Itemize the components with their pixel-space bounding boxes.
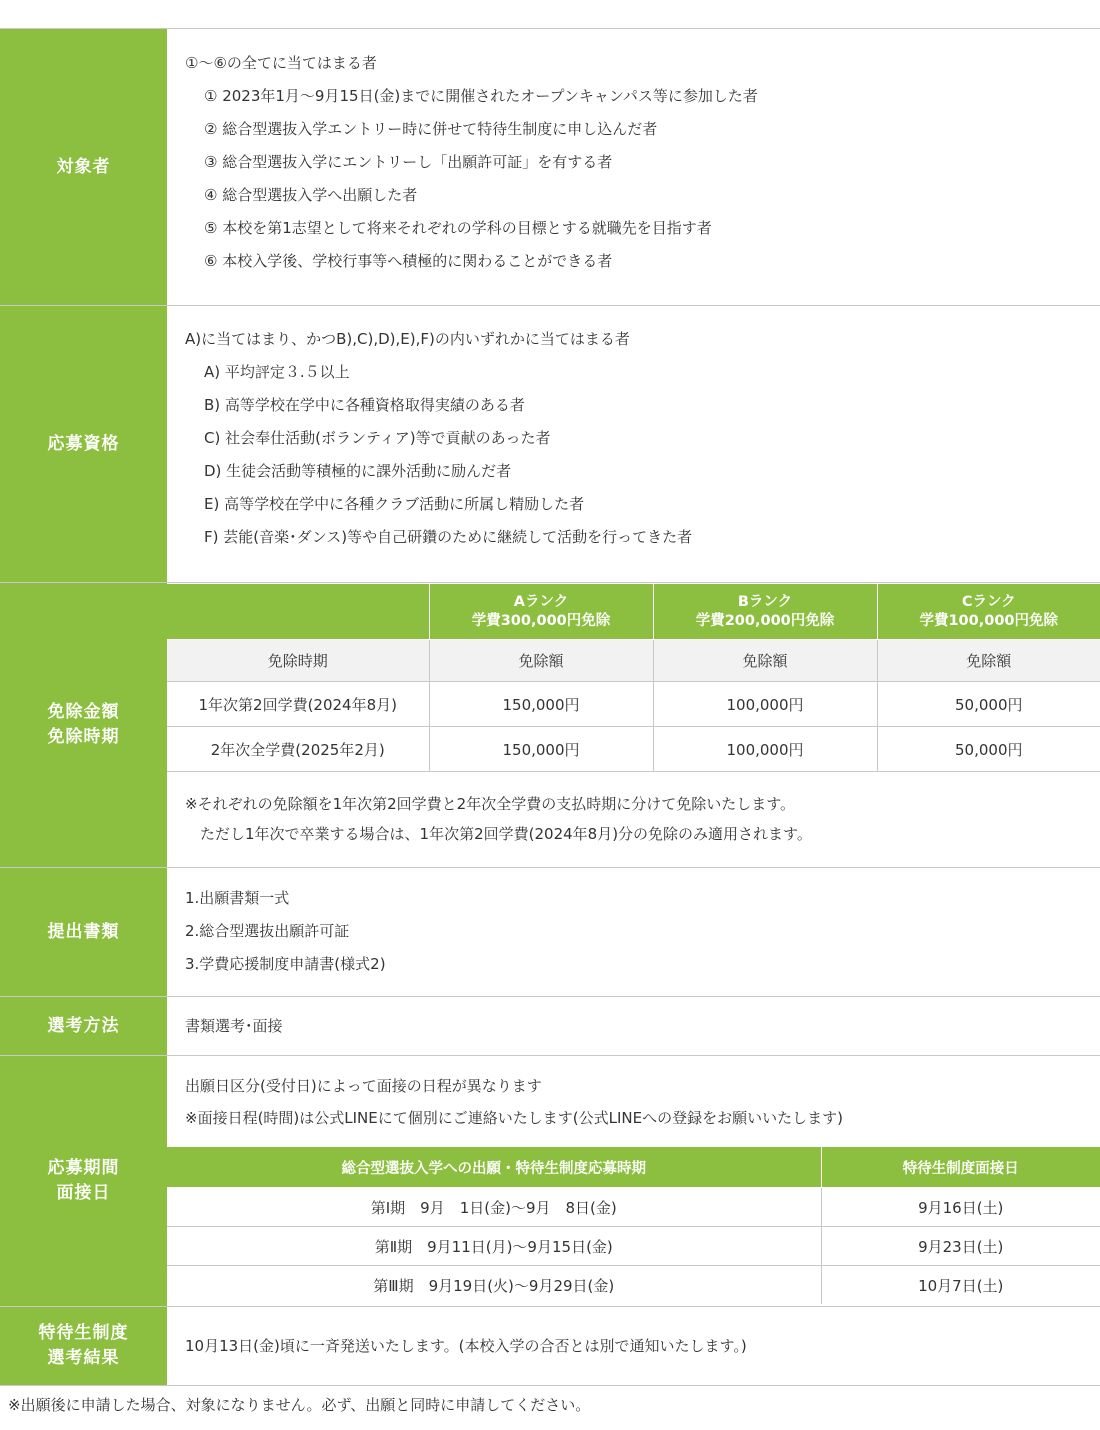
documents-item: 3.学費応援制度申請書(様式2) xyxy=(185,955,386,973)
footnote: ※出願後に申請した場合、対象になりません。必ず、出願と同時に申請してください。 xyxy=(8,1396,591,1414)
table-cell: 免除時期 xyxy=(167,640,429,682)
eligibility-intro: ①～⑥の全てに当てはまる者 xyxy=(185,54,377,72)
row-exemption xyxy=(0,583,1100,868)
table-cell: 10月7日(土) xyxy=(821,1266,1100,1305)
table-row xyxy=(167,1227,1100,1266)
eligibility-item: ② 総合型選抜入学エントリー時に併せて特待生制度に申し込んだ者 xyxy=(204,120,658,138)
rank-header-a xyxy=(429,584,653,640)
exemption-heading-line1: 免除金額 xyxy=(47,702,120,722)
sub-header-row xyxy=(167,640,1100,682)
qualification-heading-text: 応募資格 xyxy=(47,433,120,454)
table-cell: 第Ⅲ期 9月19日(火)～9月29日(金) xyxy=(167,1266,821,1305)
period-header-row xyxy=(167,1147,1100,1188)
eligibility-heading xyxy=(0,29,167,305)
qualification-item: A) 平均評定３.５以上 xyxy=(204,363,350,381)
table-row xyxy=(167,1266,1100,1305)
rank-c-detail: 学費100,000円免除 xyxy=(919,612,1059,629)
result-heading-line1: 特待生制度 xyxy=(38,1323,129,1343)
exemption-table xyxy=(167,583,1100,772)
method-text: 書類選考･面接 xyxy=(185,1016,283,1035)
eligibility-body xyxy=(167,29,1100,305)
qualification-item: C) 社会奉仕活動(ボランティア)等で貢献のあった者 xyxy=(204,429,551,447)
row-eligibility xyxy=(0,29,1100,306)
qualification-item: D) 生徒会活動等積極的に課外活動に励んだ者 xyxy=(204,462,512,480)
documents-body xyxy=(167,868,1100,996)
rank-b-detail: 学費200,000円免除 xyxy=(695,612,835,629)
method-heading-text: 選考方法 xyxy=(47,1015,120,1036)
table-cell: 1年次第2回学費(2024年8月) xyxy=(167,682,429,727)
scholarship-table xyxy=(0,28,1100,1386)
row-qualification xyxy=(0,306,1100,583)
qualification-intro: A)に当てはまり、かつB),C),D),E),F)の内いずれかに当てはまる者 xyxy=(185,330,630,348)
table-cell: 150,000円 xyxy=(429,682,653,727)
table-cell: 免除額 xyxy=(877,640,1100,682)
rank-b-name: Bランク xyxy=(737,593,793,610)
qualification-item: E) 高等学校在学中に各種クラブ活動に所属し精励した者 xyxy=(204,495,585,513)
result-text: 10月13日(金)頃に一斉発送いたします。(本校入学の合否とは別で通知いたします。) xyxy=(185,1336,747,1355)
result-body xyxy=(167,1307,1100,1385)
exemption-note-line2: ただし1年次で卒業する場合は、1年次第2回学費(2024年8月)分の免除のみ適用されます。 xyxy=(200,825,812,843)
documents-heading xyxy=(0,868,167,996)
exemption-heading xyxy=(0,583,167,867)
row-method xyxy=(0,997,1100,1056)
rank-header-b xyxy=(653,584,877,640)
table-cell: 第Ⅰ期 9月 1日(金)～9月 8日(金) xyxy=(167,1188,821,1227)
table-cell: 9月23日(土) xyxy=(821,1227,1100,1266)
exemption-body xyxy=(167,583,1100,867)
table-cell: 50,000円 xyxy=(877,682,1100,727)
table-cell: 50,000円 xyxy=(877,727,1100,772)
period-heading-line1: 応募期間 xyxy=(47,1158,120,1178)
table-cell: 免除額 xyxy=(653,640,877,682)
method-heading xyxy=(0,997,167,1055)
table-cell: 9月16日(土) xyxy=(821,1188,1100,1227)
period-header-col1: 総合型選抜入学への出願・特待生制度応募時期 xyxy=(167,1147,821,1188)
qualification-body xyxy=(167,306,1100,582)
period-intro2: ※面接日程(時間)は公式LINEにて個別にご連絡いたします(公式LINEへの登録をお願いいたします) xyxy=(185,1109,843,1127)
rank-a-name: Aランク xyxy=(513,593,569,610)
eligibility-item: ⑥ 本校入学後、学校行事等へ積極的に関わることができる者 xyxy=(204,252,613,270)
eligibility-heading-text: 対象者 xyxy=(56,156,111,177)
eligibility-item: ④ 総合型選抜入学へ出願した者 xyxy=(204,186,418,204)
method-body xyxy=(167,997,1100,1055)
result-heading-line2: 選考結果 xyxy=(47,1348,120,1368)
eligibility-item: ① 2023年1月～9月15日(金)までに開催されたオープンキャンパス等に参加した者 xyxy=(204,87,758,105)
exemption-note xyxy=(167,772,1100,868)
table-cell: 150,000円 xyxy=(429,727,653,772)
qualification-item: B) 高等学校在学中に各種資格取得実績のある者 xyxy=(204,396,525,414)
table-row xyxy=(167,682,1100,727)
row-result xyxy=(0,1307,1100,1386)
period-table xyxy=(167,1146,1100,1304)
table-row xyxy=(167,1188,1100,1227)
table-cell: 100,000円 xyxy=(653,682,877,727)
qualification-heading xyxy=(0,306,167,582)
documents-heading-text: 提出書類 xyxy=(47,921,120,942)
qualification-item: F) 芸能(音楽･ダンス)等や自己研鑽のために継続して活動を行ってきた者 xyxy=(204,528,693,546)
table-cell: 2年次全学費(2025年2月) xyxy=(167,727,429,772)
rank-a-detail: 学費300,000円免除 xyxy=(471,612,611,629)
period-heading-line2: 面接日 xyxy=(56,1183,111,1203)
table-cell: 第Ⅱ期 9月11日(月)～9月15日(金) xyxy=(167,1227,821,1266)
documents-item: 2.総合型選抜出願許可証 xyxy=(185,922,350,940)
period-header-col2: 特待生制度面接日 xyxy=(821,1147,1100,1188)
period-heading xyxy=(0,1056,167,1306)
table-row xyxy=(167,727,1100,772)
eligibility-item: ⑤ 本校を第1志望として将来それぞれの学科の目標とする就職先を目指す者 xyxy=(204,219,712,237)
rank-c-name: Cランク xyxy=(961,593,1016,610)
rank-header-empty xyxy=(167,584,429,640)
row-period xyxy=(0,1056,1100,1307)
table-cell: 免除額 xyxy=(429,640,653,682)
exemption-heading-line2: 免除時期 xyxy=(47,727,120,747)
row-documents xyxy=(0,868,1100,997)
documents-item: 1.出願書類一式 xyxy=(185,889,290,907)
table-cell: 100,000円 xyxy=(653,727,877,772)
exemption-note-line1: ※それぞれの免除額を1年次第2回学費と2年次全学費の支払時期に分けて免除いたします。 xyxy=(185,795,796,813)
rank-header-row xyxy=(167,584,1100,640)
rank-header-c xyxy=(877,584,1100,640)
period-intro1: 出願日区分(受付日)によって面接の日程が異なります xyxy=(185,1077,542,1095)
eligibility-item: ③ 総合型選抜入学にエントリーし「出願許可証」を有する者 xyxy=(204,153,613,171)
period-body xyxy=(167,1056,1100,1306)
result-heading xyxy=(0,1307,167,1385)
